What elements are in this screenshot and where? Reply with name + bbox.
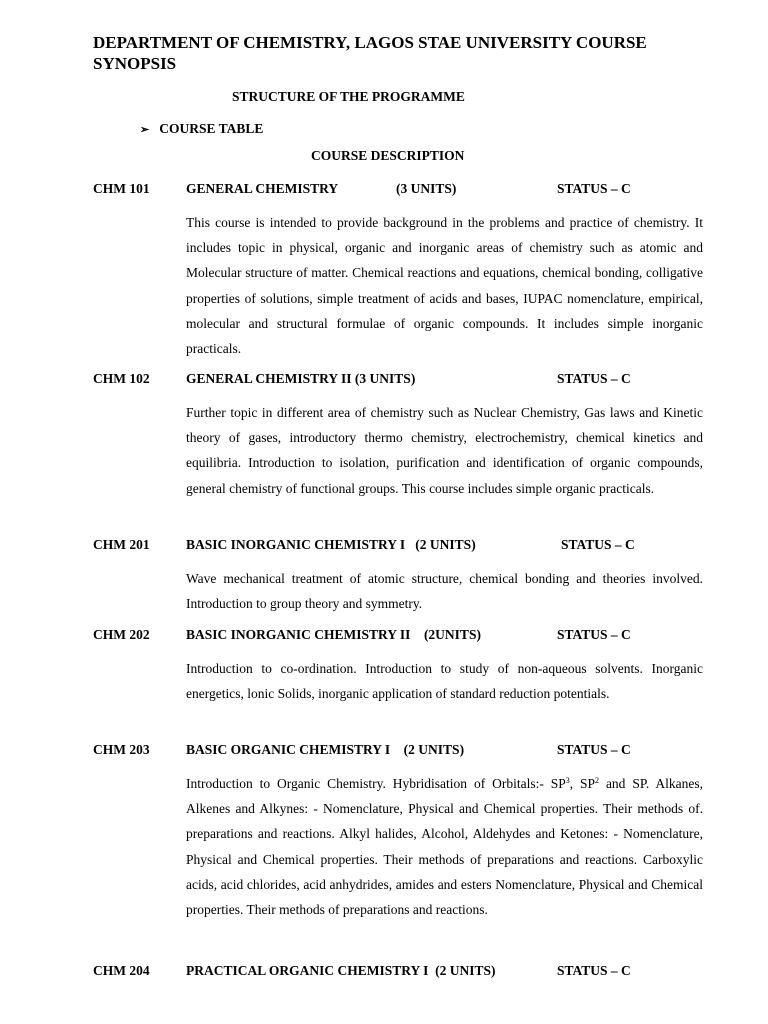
course-description-heading: COURSE DESCRIPTION: [311, 148, 465, 163]
course-title: GENERAL CHEMISTRY: [186, 181, 339, 196]
course-heading: [93, 181, 713, 199]
course-table-bullet: [140, 121, 263, 137]
course-code: CHM 202: [93, 627, 150, 642]
description-text: , SP: [569, 776, 596, 791]
superscript: 2: [595, 776, 600, 785]
course-heading: [93, 537, 713, 555]
course-status: STATUS – C: [557, 371, 631, 386]
course-title: PRACTICAL ORGANIC CHEMISTRY I (2 UNITS): [186, 963, 496, 978]
course-status: STATUS – C: [557, 963, 631, 978]
course-units: (3 UNITS): [396, 181, 457, 196]
course-description: This course is intended to provide background in the problems and practice of chemistry. It includes topic in physical, organic and inorganic areas of chemistry such as atomic and Molecular structure of matter. Chemical reactions and equations, chemical bonding, colligative properties of solutions, simple treatment of acids and bases, IUPAC nomenclature, empirical, molecular and structural formulae of organic compounds. It includes simple inorganic practicals.: [186, 215, 703, 357]
course-description: Further topic in different area of chemistry such as Nuclear Chemistry, Gas laws and Kinetic theory of gases, introductory thermo chemistry, electrochemistry, chemical kinetics and equilibria. Introduction to isolation, purification and identification of organic compounds, general chemistry of functional groups. This course includes simple organic practicals.: [186, 405, 703, 496]
course-code: CHM 102: [93, 371, 150, 386]
course-heading: [93, 742, 713, 760]
course-status: STATUS – C: [557, 742, 631, 757]
course-heading: [93, 963, 713, 981]
course-description: Introduction to co-ordination. Introduction to study of non-aqueous solvents. Inorganic energetics, lonic Solids, inorganic application of standard reduction potentials.: [186, 661, 703, 702]
course-status: STATUS – C: [557, 627, 631, 642]
course-status: STATUS – C: [561, 537, 635, 552]
course-code: CHM 204: [93, 963, 150, 978]
course-heading: [93, 371, 713, 389]
description-text: Introduction to Organic Chemistry. Hybridisation of Orbitals:- SP: [186, 776, 566, 791]
course-code: CHM 101: [93, 181, 150, 196]
course-title: GENERAL CHEMISTRY II (3 UNITS): [186, 371, 416, 386]
course-status: STATUS – C: [557, 181, 631, 196]
arrow-bullet-icon: ➢: [140, 124, 150, 136]
bullet-label: COURSE TABLE: [159, 121, 264, 136]
course-title: BASIC ORGANIC CHEMISTRY I (2 UNITS): [186, 742, 465, 757]
course-code: CHM 203: [93, 742, 150, 757]
document-title: DEPARTMENT OF CHEMISTRY, LAGOS STAE UNIVERSITY COURSE SYNOPSIS: [93, 33, 647, 73]
course-code: CHM 201: [93, 537, 150, 552]
course-title: BASIC INORGANIC CHEMISTRY II (2UNITS): [186, 627, 481, 642]
superscript: 3: [565, 776, 570, 785]
course-title: BASIC INORGANIC CHEMISTRY I (2 UNITS): [186, 537, 476, 552]
course-description: [186, 771, 703, 922]
description-text: and SP. Alkanes, Alkenes and Alkynes: - Nomenclature, Physical and Chemical properties. Their methods of. preparations and reactions. Alkyl halides, Alcohol, Aldehydes and Ketones: - Nomenclature, Physical and Chemical properties. Their methods of preparations and reactions. Carboxylic acids, acid chlorides, acid anhydrides, amides and esters Nomenclature, Physical and Chemical properties. Their methods of preparations and reactions.: [186, 776, 703, 918]
course-heading: [93, 627, 713, 645]
course-description: Wave mechanical treatment of atomic structure, chemical bonding and theories involved. Introduction to group theory and symmetry.: [186, 571, 703, 612]
structure-heading: STRUCTURE OF THE PROGRAMME: [232, 89, 465, 104]
